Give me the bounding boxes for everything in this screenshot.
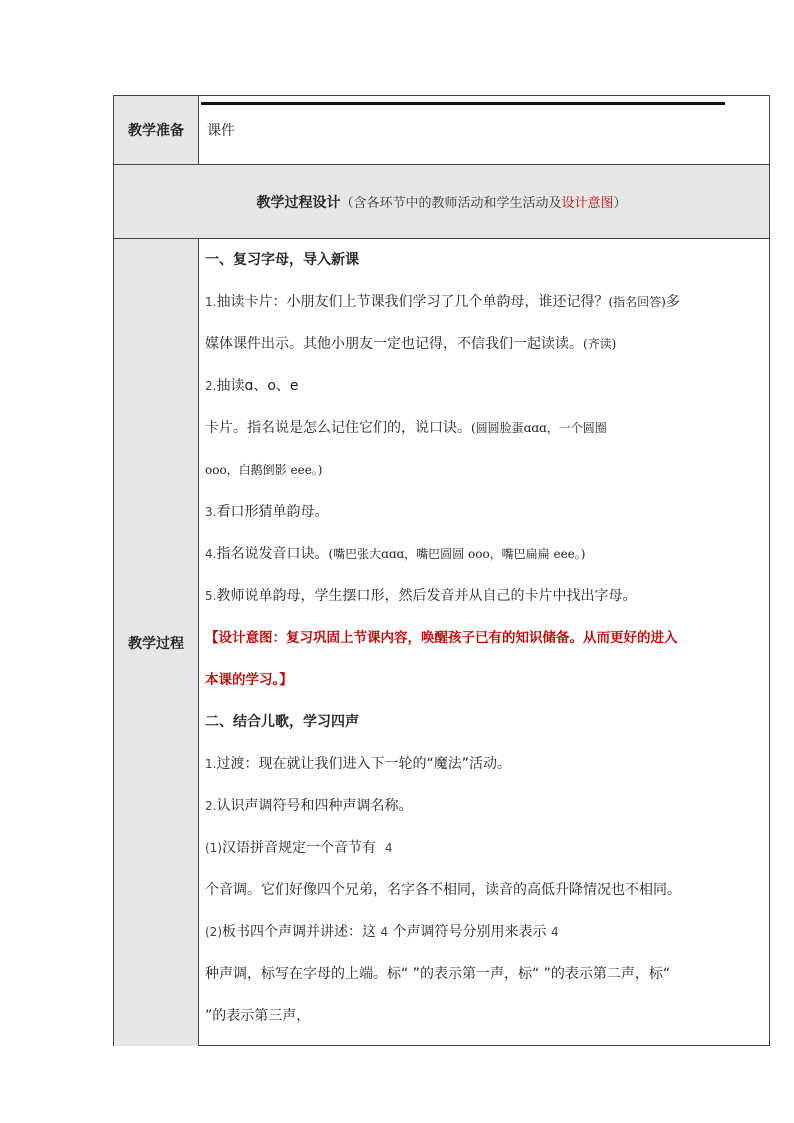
step-number: (2): [205, 925, 222, 939]
step-number: 2.: [205, 379, 217, 393]
step-3-line: [205, 503, 328, 521]
step-2-line: [205, 377, 299, 395]
step-1-continued: [205, 335, 616, 353]
step-4-line: [205, 545, 585, 563]
step-1-line: [205, 293, 680, 311]
step-note: (齐读): [583, 337, 617, 351]
count-value: 4: [551, 925, 559, 939]
design-note-red: 设计意图: [561, 196, 614, 211]
decorative-top-bar: [201, 102, 725, 105]
step-text: 抽读卡片：小朋友们上节课我们学习了几个单韵母，谁还记得？: [216, 294, 609, 310]
process-label-cell: [114, 239, 198, 1046]
step-number: 2.: [205, 799, 217, 813]
step-number: 3.: [205, 505, 217, 519]
design-title: 教学过程设计: [256, 194, 341, 211]
section-1-title: 一、复习字母，导入新课: [205, 252, 359, 268]
part-2-2-line: [205, 923, 559, 941]
step-text: 板书四个声调并讲述：这: [222, 924, 376, 940]
lesson-plan-table: [113, 95, 770, 1046]
part-1-line: [205, 755, 511, 773]
prep-label-cell: [114, 96, 198, 164]
part-2-1-line: [205, 839, 393, 857]
design-note-close: ）: [613, 196, 627, 211]
row-divider-2: [114, 238, 769, 239]
step-text: 指名说发音口诀。: [216, 546, 329, 562]
step-number: 1.: [205, 757, 217, 771]
step-text: 个声调符号分别用来表示: [392, 924, 547, 940]
step-text: 汉语拼音规定一个音节有: [222, 840, 376, 856]
step-text: 认识声调符号和四种声调名称。: [216, 798, 413, 814]
step-2-mnemonic: ooo，白鹅倒影 eee。): [205, 463, 323, 477]
step-text: 抽读ɑ、o、e: [216, 378, 299, 394]
part-2-2-continued: 种声调，标写在字母的上端。标“ ”的表示第一声，标“ ”的表示第二声，标“: [205, 966, 671, 982]
prep-label: 教学准备: [128, 123, 184, 139]
design-intent-line-1: 【设计意图：复习巩固上节课内容，唤醒孩子已有的知识储备。从而更好的进入: [205, 630, 678, 646]
step-2-continued: [205, 419, 607, 437]
column-divider-top: [198, 96, 199, 164]
design-intent-line-2: 本课的学习。】: [205, 672, 293, 688]
step-number: 4.: [205, 547, 217, 561]
count-value: 4: [384, 841, 393, 855]
prep-value: 课件: [207, 123, 235, 139]
step-text: 卡片。指名说是怎么记住它们的，说口诀。: [205, 420, 471, 436]
step-number: 5.: [205, 589, 217, 603]
part-2-1-continued: 个音调。它们好像四个兄弟，名字各不相同，读音的高低升降情况也不相同。: [205, 882, 681, 898]
step-text-tail: 多: [665, 294, 680, 310]
process-design-header: [114, 165, 769, 238]
column-divider-bottom: [198, 238, 199, 1045]
design-note-open: （含各环节中的教师活动和学生活动及: [340, 196, 562, 211]
section-2-title: 二、结合儿歌，学习四声: [205, 714, 359, 730]
step-number: 1.: [205, 295, 217, 309]
part-2-line: [205, 797, 412, 815]
step-number: (1): [205, 841, 222, 855]
count-value: 4: [380, 925, 389, 939]
step-text: 看口形猜单韵母。: [216, 504, 329, 520]
step-5-line: [205, 587, 636, 605]
part-2-2-end: ”的表示第三声，: [205, 1008, 311, 1024]
step-note: (嘴巴张大ɑɑɑ，嘴巴圆圆 ooo，嘴巴扁扁 eee。): [328, 547, 586, 561]
step-note: (指名回答): [608, 295, 666, 309]
process-label: 教学过程: [128, 635, 184, 652]
step-text: 媒体课件出示。其他小朋友一定也记得，不信我们一起读读。: [205, 336, 583, 352]
step-note: (圆圆脸蛋ɑɑɑ，一个圆圈: [471, 421, 607, 435]
step-text: 教师说单韵母，学生摆口形，然后发音并从自己的卡片中找出字母。: [216, 588, 637, 604]
step-text: 过渡：现在就让我们进入下一轮的“魔法”活动。: [216, 756, 511, 772]
